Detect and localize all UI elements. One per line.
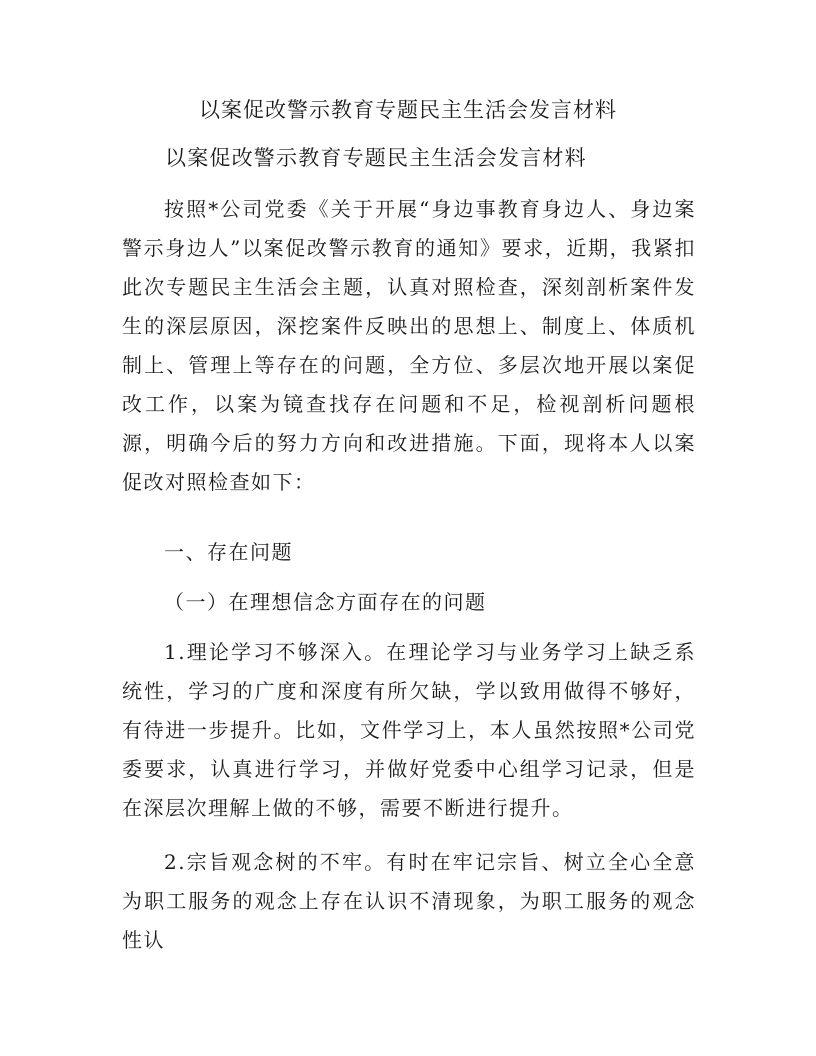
subsection-heading-ideals: （一）在理想信念方面存在的问题 — [164, 590, 487, 614]
intro-paragraph: 按照*公司党委《关于开展“身边事教育身边人、身边案警示身边人”以案促改警示教育的通知》要求，近期，我紧扣此次专题民主生活会主题，认真对照检查，深刻剖析案件发生的深层原因，深挖案件反映出的思想上、制度上、体质机制上、管理上等存在的问题，全方位、多层次地开展以案促改工作，以案为镜查找存在问题和不足，检视剖析问题根源，明确今后的努力方向和改进措施。下面，现将本人以案促改对照检查如下： — [122, 197, 696, 494]
paragraph-item-1: 1.理论学习不够深入。在理论学习与业务学习上缺乏系统性，学习的广度和深度有所欠缺，学以致用做得不够好，有待进一步提升。比如，文件学习上，本人虽然按照*公司党委要求，认真进行学习，并做好党委中心组学习记录，但是在深层次理解上做的不够，需要不断进行提升。 — [122, 640, 696, 820]
paragraph-item-2: 2.宗旨观念树的不牢。有时在牢记宗旨、树立全心全意为职工服务的观念上存在认识不清现象，为职工服务的观念性认 — [122, 850, 696, 952]
document-title: 以案促改警示教育专题民主生活会发言材料 — [199, 98, 617, 122]
section-heading-problems: 一、存在问题 — [164, 540, 293, 564]
document-subtitle: 以案促改警示教育专题民主生活会发言材料 — [165, 146, 587, 170]
